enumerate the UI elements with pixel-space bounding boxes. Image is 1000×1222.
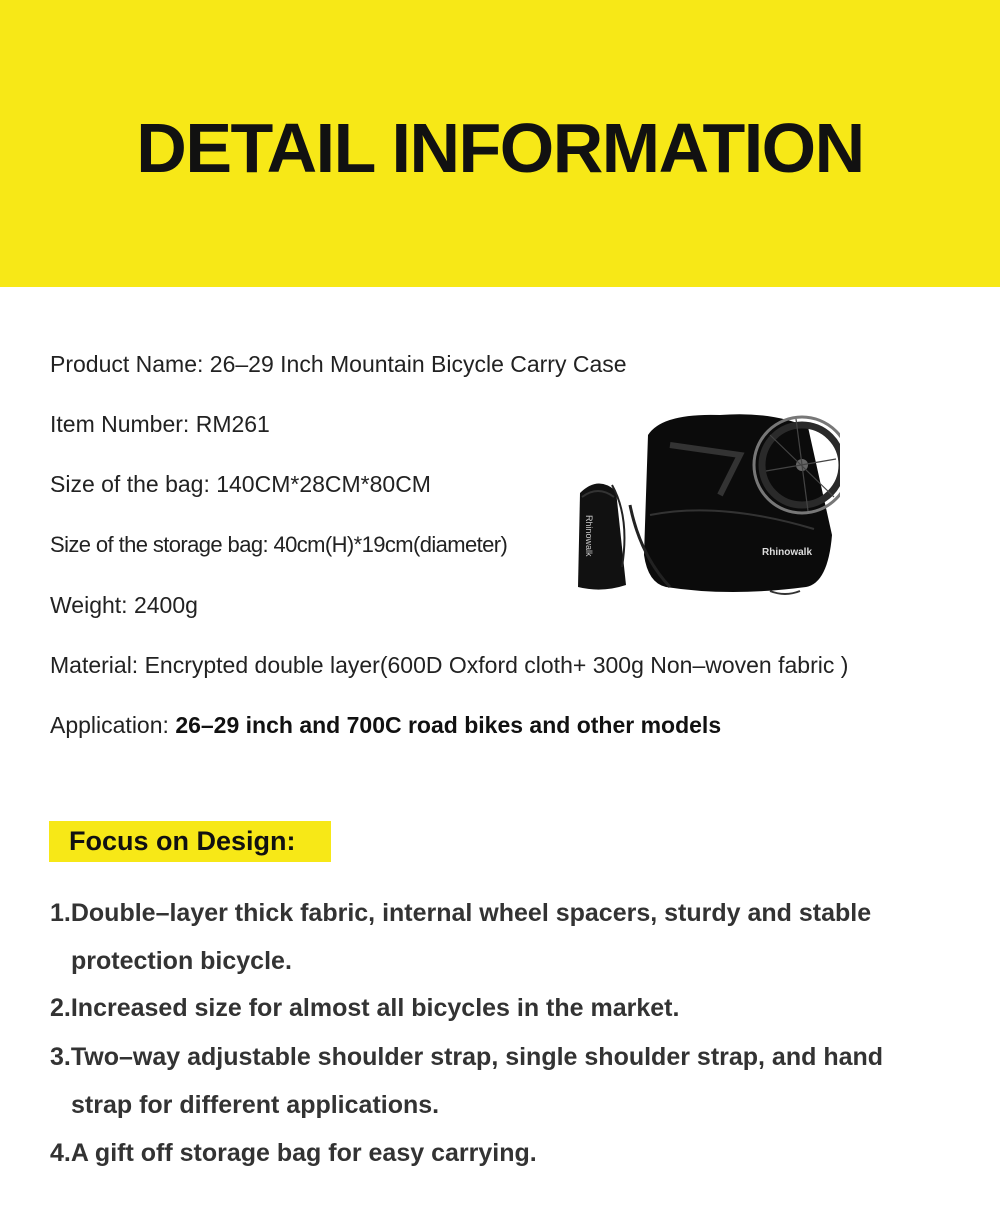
focus-design-tag — [49, 821, 331, 862]
focus-design-title: Focus on Design: — [69, 826, 296, 856]
page-title: DETAIL INFORMATION — [136, 109, 864, 187]
spec-application-label: Application: — [50, 712, 176, 738]
spec-application — [50, 710, 721, 740]
feature-line-3-cont: strap for different applications. — [71, 1091, 440, 1119]
feature-line-1-cont: protection bicycle. — [71, 947, 292, 975]
svg-text:Rhinowalk: Rhinowalk — [584, 515, 594, 557]
feature-line-1: 1.Double–layer thick fabric, internal wheel spacers, sturdy and stable — [50, 899, 872, 927]
bicycle-bag-photo — [570, 405, 840, 605]
header-banner — [0, 0, 1000, 287]
spec-storage-bag-size: Size of the storage bag: 40cm(H)*19cm(diameter) — [50, 532, 508, 557]
feature-line-2: 2.Increased size for almost all bicycles in the market. — [50, 994, 680, 1022]
feature-line-3: 3.Two–way adjustable shoulder strap, single shoulder strap, and hand — [50, 1043, 884, 1071]
spec-material: Material: Encrypted double layer(600D Oxford cloth+ 300g Non–woven fabric ) — [50, 652, 849, 678]
spec-application-value: 26–29 inch and 700C road bikes and other models — [175, 712, 722, 738]
spec-product-name: Product Name: 26–29 Inch Mountain Bicycle Carry Case — [50, 351, 627, 377]
spec-bag-size: Size of the bag: 140CM*28CM*80CM — [50, 471, 431, 497]
spec-weight: Weight: 2400g — [50, 592, 198, 618]
feature-line-4: 4.A gift off storage bag for easy carrying. — [50, 1139, 537, 1167]
bicycle-case-icon — [630, 414, 840, 594]
spec-item-number: Item Number: RM261 — [50, 411, 270, 437]
brand-text: Rhinowalk — [762, 547, 813, 558]
storage-bag-icon — [578, 483, 626, 589]
